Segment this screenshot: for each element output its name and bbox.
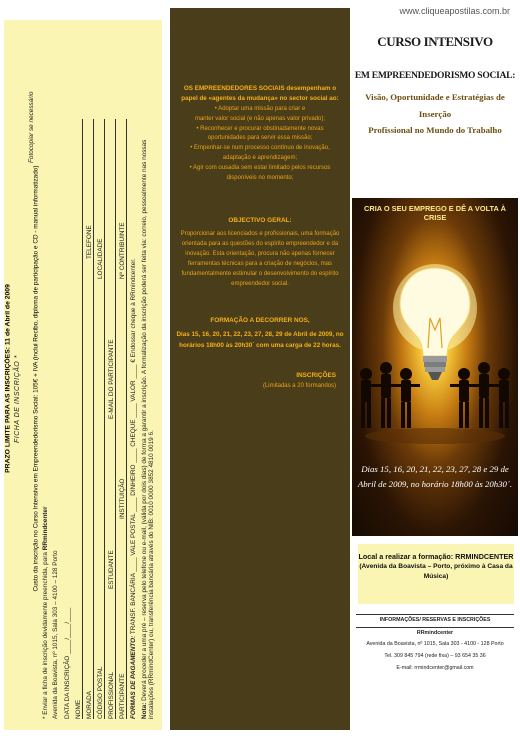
objective-title: OBJECTIVO GERAL: — [228, 216, 292, 224]
location-box — [358, 544, 514, 604]
bullet-line: • Agir com ousadia sem estar limitado pelos recursos — [189, 165, 331, 172]
course-theme-1: Visão, Oportunidade e Estratégias de Inserção — [365, 92, 505, 119]
form-date-row[interactable]: DATA DA INSCRIÇÃO ____/____/____ — [64, 607, 71, 719]
form-postal-field[interactable]: CÓDIGO POSTAL LOCALIDADE — [97, 119, 105, 719]
objective-text: Proporcionar aos licenciados e profissionais, uma formação orientada para as questões do espírito empreendedor e da inovação. Esta orientação, procura não apenas fornecer ferramentas técnicas para a criação de negócios, mas fundamentalmente estimular o desenvolvimento do espírito empreendedor social. — [180, 231, 340, 287]
bullet-list — [176, 105, 344, 184]
registration-form-panel — [4, 20, 162, 730]
form-participant-field[interactable]: PARTICIPANTE INSTITUIÇÃO Nº CONTRIBUINTE — [119, 119, 127, 719]
contact-email[interactable]: E-mail: rrmindcenter@gmail.com — [396, 664, 474, 671]
bullet-line: disponíveis no momento; — [226, 174, 294, 181]
course-subtitle: EM EMPREENDEDORISMO SOCIAL: — [354, 70, 516, 81]
intro-text: OS EMPREENDEDORES SOCIAIS desempenham o papel de «agentes da mudança» no sector social ao: — [181, 85, 339, 103]
training-title: FORMAÇÃO A DECORRER NOS, — [210, 316, 310, 324]
form-title: FICHA DE INSCRIÇÃO * — [14, 355, 21, 443]
location-title: Local a realizar a formação: RRMINDCENTER — [358, 552, 514, 561]
form-instruction: * Enviar a ficha de inscrição devidamente preenchida, para RRmindcenter — [42, 506, 49, 719]
contact-heading: INFORMAÇÕES/ RESERVAS E INSCRIÇÕES — [356, 614, 514, 628]
watermark: www.cliqueapostilas.com.br — [399, 6, 510, 16]
course-title: CURSO INTENSIVO — [377, 34, 493, 49]
form-address: Avenida da Boavista, nº 1015, Sala 303 – 4100 – 128 Porto — [52, 550, 59, 719]
training-hours: horários 18h00 às 20h30´ com uma carga de 22 horas. — [179, 341, 341, 349]
cover-panel — [352, 20, 518, 732]
info-panel — [170, 8, 350, 730]
photo-banner: CRIA O SEU EMPREGO E DÊ A VOLTA À CRISE — [364, 204, 506, 222]
contact-name: RRmindcenter — [416, 629, 454, 636]
form-address-field[interactable]: MORADA TELEFONE — [86, 119, 94, 719]
form-deadline: PRAZO LIMITE PARA AS INSCRIÇÕES: 11 de Abril de 2009 — [4, 284, 12, 473]
form-payment-row[interactable]: FORMAS DE PAGAMENTO: TRANSF. BANCÁRIA ____ VALE POSTAL ____ DINHEIRO ____ CHEQUE ____ VALOR ____ € Endossar cheque à RRmindcenter. — [130, 258, 137, 719]
inscricoes-title: INSCRIÇÕES — [296, 372, 336, 380]
bullet-line: oportunidades para servir essa missão; — [207, 135, 313, 142]
training-dates: Dias 15, 16, 20, 21, 22, 23, 27, 28, 29 de Abril de 2009, no — [176, 331, 344, 339]
bullet-line: • Adoptar uma missão para criar e — [214, 105, 306, 112]
bullet-line: • Reconhecer e procurar obstinadamente novas — [196, 125, 324, 132]
contact-block — [352, 614, 518, 674]
bullet-line: • Empenhar-se num processo contínuo de inovação, — [190, 145, 330, 152]
form-profession-field[interactable]: PROFISSIONAL ESTUDANTE E-MAIL DO PARTICIPANTE — [108, 119, 116, 719]
form-name-field[interactable]: NOME — [75, 119, 83, 719]
course-theme-2: Profissional no Mundo do Trabalho — [368, 125, 502, 136]
inscricoes-text: (Limitadas a 20 formandos) — [262, 382, 336, 389]
lightbulb-photo — [352, 198, 518, 536]
bullet-line: adaptação e aprendizagem; — [222, 155, 298, 162]
form-photocopy-note: Fotocopiar se necessário — [28, 91, 35, 163]
form-cost: Custo da inscrição no Curso Intensivo em Empreendedorismo Social: 105€ + IVA (inclui Recibo, diploma de participação e CD - manual informatizado) — [32, 165, 40, 592]
title-block — [352, 34, 518, 139]
location-detail: (Avenida da Boavista – Porto, próximo à Casa da Música) — [359, 563, 513, 581]
contact-address: Avenida da Boavista, nº 1015, Sala 303 - 4100 - 128 Porto — [366, 641, 504, 648]
form-note: Nota: Deverá proceder a uma pré – reserva pelo telefone ou e-mail, (válida por dois dias) de forma a garantir a inscrição. A formalização da inscrição poderá ser feita via: correio, pessoalmente nas nossas instalações (RRmindCenter) ou, transferência bancária através do NIB: 0010 0000 3852 4810 0019 6. — [141, 139, 155, 719]
contact-phone: Tel. 309 845 794 (rede fixa) – 93 654 35 36 — [384, 652, 486, 659]
course-dates: Dias 15, 16, 20, 21, 22, 23, 27, 28 e 29 de Abril de 2009, no horário 18h00 às 20h30´. — [357, 464, 513, 489]
bullet-line: manter valor social (e não apenas valor privado); — [194, 115, 326, 122]
